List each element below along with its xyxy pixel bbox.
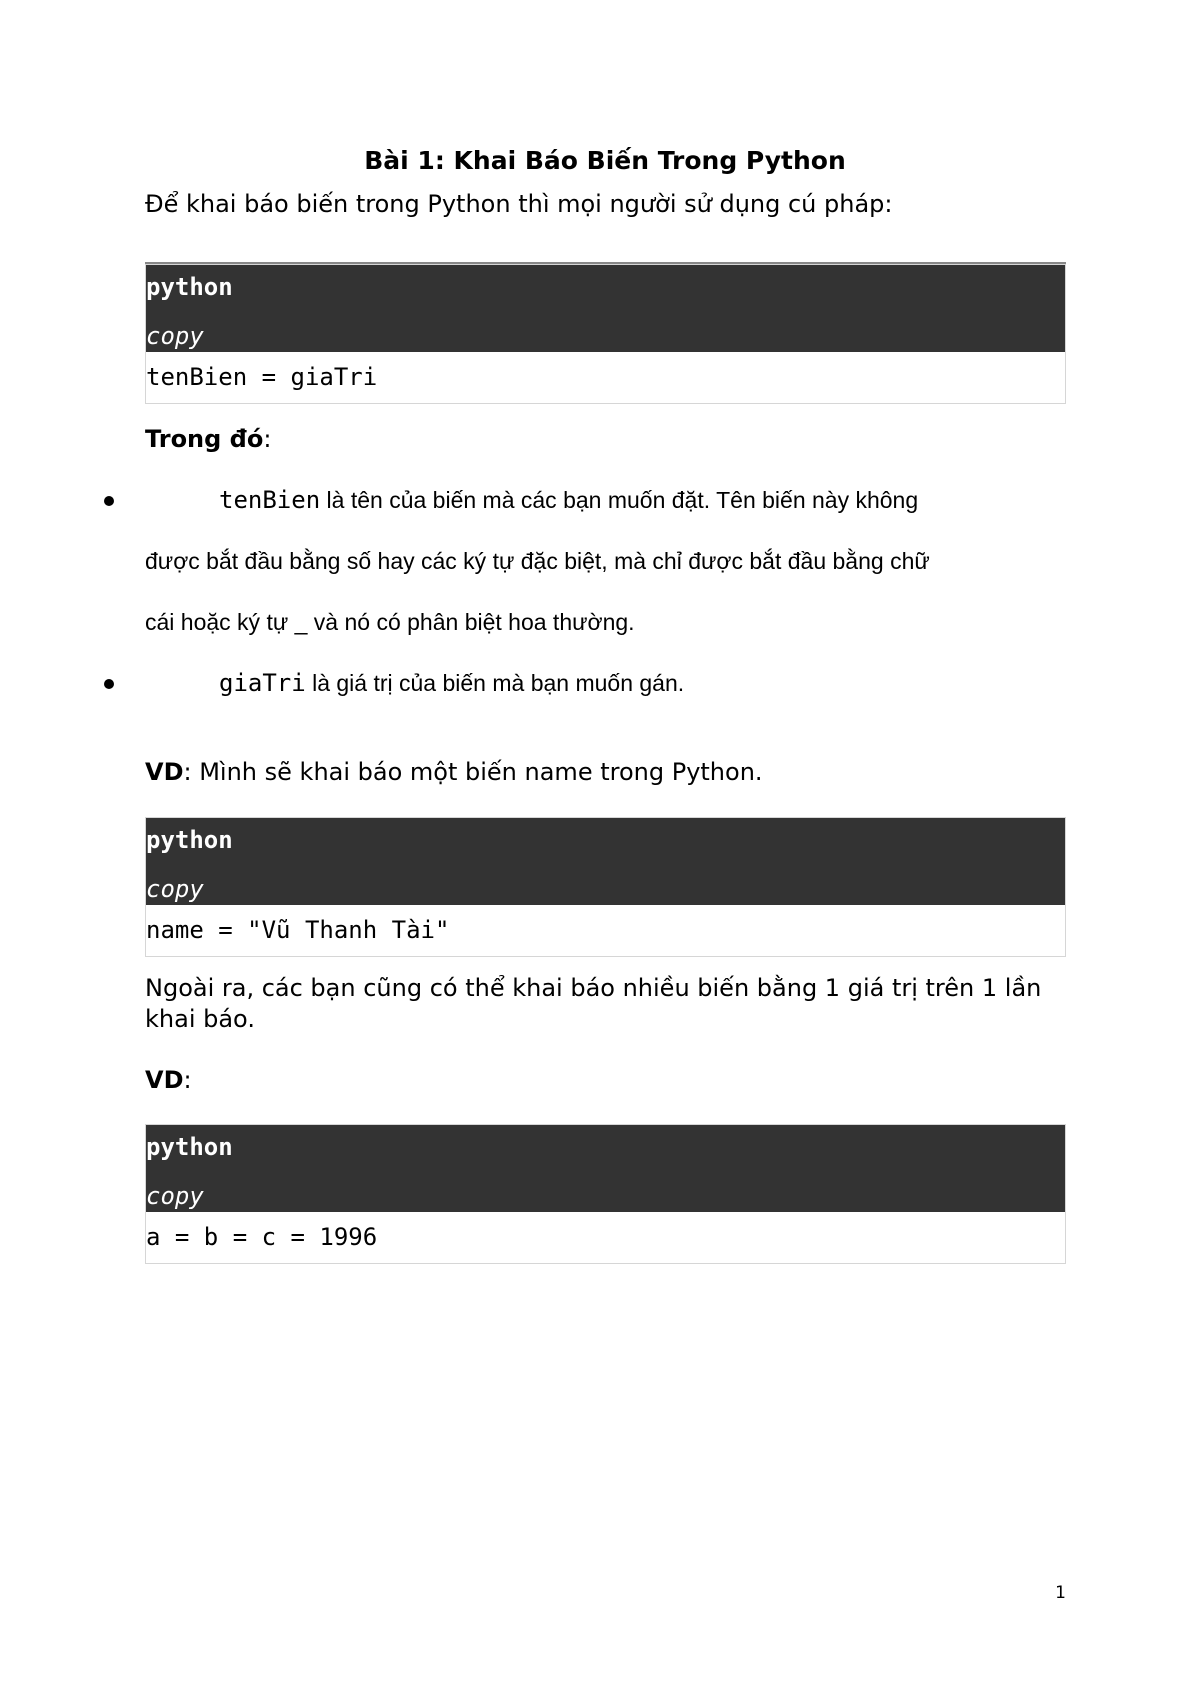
code-block-example-name bbox=[145, 817, 1066, 957]
code-block-header bbox=[146, 1125, 1065, 1212]
code-line: a = b = c = 1996 bbox=[146, 1223, 378, 1251]
bullet-text bbox=[145, 470, 1065, 653]
inline-code: giaTri bbox=[219, 669, 306, 697]
code-block-syntax bbox=[145, 264, 1066, 404]
code-block-body bbox=[146, 905, 1065, 956]
example-paragraph bbox=[145, 756, 1065, 788]
where-label: Trong đó bbox=[145, 425, 264, 453]
copy-button[interactable]: copy bbox=[146, 875, 204, 903]
example-label: VD bbox=[145, 758, 184, 786]
copy-button[interactable]: copy bbox=[146, 322, 204, 350]
example-paragraph bbox=[145, 1064, 1065, 1096]
page-number: 1 bbox=[1055, 1583, 1066, 1603]
bullet-line: là giá trị của biến mà bạn muốn gán. bbox=[305, 670, 685, 696]
example-text: : bbox=[183, 1066, 192, 1094]
code-line: tenBien = giaTri bbox=[146, 363, 378, 391]
bullet-text bbox=[145, 653, 1065, 714]
example-text: : Mình sẽ khai báo một biến name trong Python. bbox=[183, 758, 763, 786]
where-heading bbox=[145, 423, 1065, 455]
bullet-line: là tên của biến mà các bạn muốn đặt. Tên biến này không bbox=[320, 487, 919, 513]
code-language-label: python bbox=[146, 273, 233, 301]
copy-button[interactable]: copy bbox=[146, 1182, 204, 1210]
code-block-header bbox=[146, 265, 1065, 352]
bullet-icon bbox=[104, 496, 114, 506]
bullet-icon bbox=[104, 679, 114, 689]
inline-code: tenBien bbox=[219, 486, 321, 514]
page-title: Bài 1: Khai Báo Biến Trong Python bbox=[364, 146, 846, 175]
where-colon: : bbox=[263, 425, 272, 453]
code-language-label: python bbox=[146, 1133, 233, 1161]
code-block-header bbox=[146, 818, 1065, 905]
code-block-example-multi bbox=[145, 1124, 1066, 1264]
intro-paragraph: Để khai báo biến trong Python thì mọi người sử dụng cú pháp: bbox=[145, 190, 893, 218]
note-paragraph: Ngoài ra, các bạn cũng có thể khai báo nhiều biến bằng 1 giá trị trên 1 lần khai báo. bbox=[145, 974, 1042, 1033]
bullet-line: cái hoặc ký tự _ và nó có phân biệt hoa thường. bbox=[145, 609, 635, 635]
code-block-body bbox=[146, 352, 1065, 403]
example-label: VD bbox=[145, 1066, 184, 1094]
bullet-line: được bắt đầu bằng số hay các ký tự đặc biệt, mà chỉ được bắt đầu bằng chữ bbox=[145, 548, 930, 574]
code-block-body bbox=[146, 1212, 1065, 1263]
code-language-label: python bbox=[146, 826, 233, 854]
code-line: name = "Vũ Thanh Tài" bbox=[146, 916, 450, 944]
